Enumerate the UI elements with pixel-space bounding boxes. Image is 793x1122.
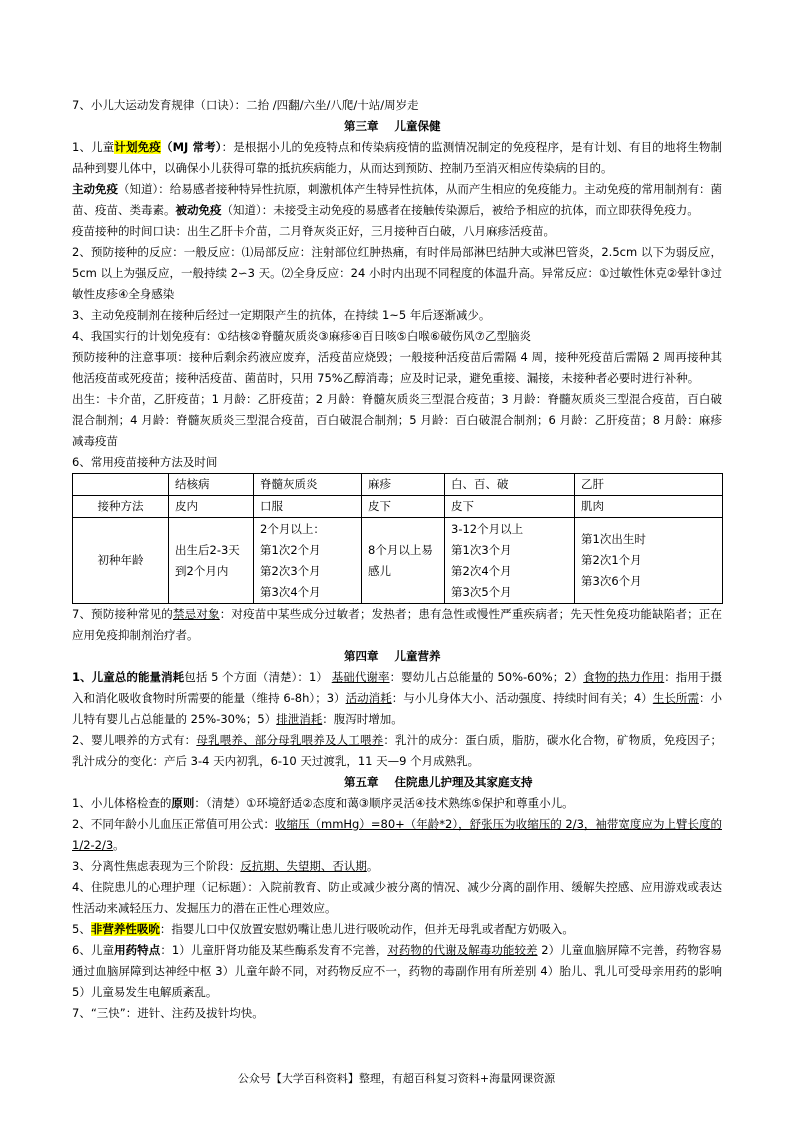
table-cell [254, 518, 362, 604]
cell-line: 第2次3个月 [260, 563, 321, 578]
food-thermic-effect-term: 食物的热力作用 [583, 670, 665, 684]
table-header-cell: 乙肝 [575, 474, 723, 496]
table-cell: 皮下 [362, 496, 445, 518]
drug-features-text: ：1）儿童肝肾功能及某些酶系发育不完善， [160, 943, 388, 957]
contraindications-lead: 7、预防接种常见的 [72, 607, 173, 621]
basal-metabolism-term: 基础代谢率 [331, 670, 390, 684]
exam-tag: （MJ 常考） [160, 140, 222, 154]
cell-line: 第1次出生时 [581, 532, 646, 546]
blood-pressure-end: 。 [113, 838, 125, 852]
planned-immunization-term: 计划免疫 [114, 140, 161, 154]
vaccine-table [72, 473, 723, 604]
active-immunity-term: 主动免疫 [72, 182, 119, 196]
exam-principles-paragraph [72, 793, 722, 814]
cell-line: 第3次4个月 [260, 584, 321, 599]
contraindications-paragraph [72, 604, 722, 646]
exam-principles-term: 原则 [171, 796, 195, 810]
exam-principles-text: ：（清楚）①环境舒适②态度和蔼③顺序灵活④技术熟练⑤保护和尊重小儿。 [194, 796, 574, 810]
energy-text: ：指用于摄入和消化吸收食物时所需要的能量（维持 6-8h）；3） [72, 670, 723, 705]
table-cell: 皮下 [445, 496, 575, 518]
drug-features-paragraph [72, 940, 722, 1003]
contraindications-text: ：对疫苗中某些成分过敏者；发热者；患有急性或慢性严重疾病者；先天性免疫功能缺陷者；正在应用免疫抑制剂治疗者。 [72, 607, 722, 642]
cell-line: 3-12个月以上 [451, 521, 524, 536]
cell-line: 2个月以上： [260, 521, 325, 536]
planned-immunization-number: 1、儿童 [72, 140, 115, 154]
energy-text: ：婴幼儿占总能量的 50%-60%；2） [389, 670, 584, 684]
non-nutritive-term: 非营养性吸吮 [90, 922, 160, 936]
table-header-cell: 结核病 [169, 474, 254, 496]
table-header-row [73, 474, 723, 496]
cell-line: 8个月以上易感儿 [368, 542, 433, 578]
table-corner-cell [73, 474, 169, 496]
table-row [73, 496, 723, 518]
table-header-cell: 麻疹 [362, 474, 445, 496]
document-page [72, 95, 722, 1024]
age-label-cell: 初种年龄 [73, 518, 169, 604]
drug-features-text: 2）儿童血脑屏障不完善，药物容易通过血脑屏障到达神经中枢 3）儿童年龄不同，对药物反应不一，药物的毒副作用有所差别 4）胎儿、乳儿可受母亲用药的影响 5）儿童易发生电解质紊乱。 [72, 943, 722, 999]
table-cell: 皮内 [169, 496, 254, 518]
table-cell [169, 518, 254, 604]
passive-immunity-term: 被动免疫 [175, 203, 222, 217]
drug-features-lead: 6、儿童 [72, 943, 115, 957]
separation-anxiety-paragraph [72, 856, 722, 877]
energy-text: ：腹泻时增加。 [322, 712, 403, 726]
page-footer: 公众号【大学百科资料】整理，有超百科复习资料+海量网课资源 [237, 1072, 556, 1085]
cell-line: 第2次4个月 [451, 563, 512, 578]
non-nutritive-text: ：指婴儿口中仅放置安慰奶嘴让患儿进行吸吮动作，但并无母乳或者配方奶吸入。 [159, 922, 574, 936]
cell-line: 第1次3个月 [451, 542, 512, 557]
cell-line: 第1次2个月 [260, 542, 321, 557]
drug-features-term: 用药特点 [114, 943, 161, 957]
table-cell [362, 518, 445, 604]
energy-text: ：与小儿身体大小、活动强度、持续时间有关；4） [391, 691, 653, 705]
vaccine-schedule-rhyme: 疫苗接种的时间口诀：出生乙肝卡介苗，二月脊灰炎正好，三月接种百白破，八月麻疹活疫苗。 [72, 224, 555, 238]
excretion-term: 排泄消耗 [276, 712, 323, 726]
separation-lead: 3、分离性焦虑表现为三个阶段： [72, 859, 241, 873]
cell-line: 第3次5个月 [451, 584, 512, 599]
table-header-cell: 脊髓灰质炎 [254, 474, 362, 496]
method-label-cell: 接种方法 [73, 496, 169, 518]
vaccine-table-caption: 6、常用疫苗接种方法及时间 [72, 455, 218, 469]
feeding-lead: 2、婴儿喂养的方式有： [72, 733, 197, 747]
separation-end: 。 [366, 859, 379, 873]
planned-immunization-text: ：是根据小儿的免疫特点和传染病疫情的监测情况制定的免疫程序，是有计划、有目的地将生物制品种到婴儿体中，以确保小儿获得可靠的抵抗疾病能力，从而达到预防、控制乃至消灭相应传染病的目的。 [72, 140, 723, 175]
age-vaccine-schedule: 出生：卡介苗，乙肝疫苗；1 月龄：乙肝疫苗；2 月龄：脊髓灰质炎三型混合疫苗；3 月龄：脊髓灰质炎三型混合疫苗，百白破混合制剂；4 月龄：脊髓灰质炎三型混合疫苗，百白破混合制剂；5 月龄：百白破混合制剂；6 月龄：乙肝疫苗；8 月龄：麻疹减毒疫苗 [72, 392, 722, 448]
passive-immunity-text: （知道）：未接受主动免疫的易感者在接触传染源后，被给予相应的抗体，而立即获得免疫力。 [221, 203, 699, 217]
cell-line: 出生后2-3天到2个月内 [175, 542, 240, 578]
blood-pressure-lead: 2、不同年龄小儿血压正常值可用公式： [72, 817, 275, 831]
growth-needs-term: 生长所需 [652, 691, 699, 705]
active-immunity-text: （知道）：给易感者接种特异性抗原，刺激机体产生特异性抗体，从而产生相应的免疫能力。主动免疫的常用制剂有：菌苗、疫苗、类毒素。 [72, 182, 723, 217]
feeding-paragraph [72, 730, 722, 772]
vaccination-reactions: 2、预防接种的反应：一般反应：⑴局部反应：注射部位红肿热痛，有时伴局部淋巴结肿大或淋巴管炎，2.5cm 以下为弱反应，5cm 以上为强反应，一般持续 2∽3 天。⑵全身反应：24 小时内出现不同程度的体温升高。异常反应：①过敏性休克②晕针③过敏性皮疹④全身感染 [72, 245, 722, 301]
blood-pressure-paragraph [72, 814, 722, 856]
psychological-care-paragraph: 4、住院患儿的心理护理（记标题）：入院前教育、防止或减少被分离的情况、减少分离的副作用、缓解失控感、应用游戏或表达性活动来减轻压力、发掘压力的潜在正性心理效应。 [72, 880, 722, 915]
energy-number: 1、 [72, 670, 92, 684]
exam-principles-lead: 1、小儿体格检查的 [72, 796, 172, 810]
table-row [73, 518, 723, 604]
active-passive-immunity-paragraph [72, 179, 722, 221]
energy-term: 儿童总的能量消耗 [91, 670, 185, 684]
chapter-4-title: 第四章 儿童营养 [344, 649, 441, 663]
non-nutritive-sucking-paragraph [72, 919, 722, 940]
separation-stages: 反抗期、失望期、否认期 [240, 859, 367, 873]
planned-immunization-paragraph [72, 137, 722, 179]
cell-line: 第2次1个月 [581, 553, 642, 567]
cell-line: 第3次6个月 [581, 574, 642, 588]
blood-pressure-formula: 收缩压（mmHg）=80+（年龄*2），舒张压为收缩压的 2/3，袖带宽度应为上臂长度的 1/2-2/3 [72, 817, 722, 852]
energy-text: 包括 5 个方面（清楚）：1） [184, 670, 332, 684]
three-fast-paragraph: 7、“三快”：进针、注药及拔针均快。 [72, 1006, 264, 1020]
table-cell [575, 518, 723, 604]
energy-text: ：小儿特有婴儿占总能量的 25%-30%；5） [72, 691, 722, 726]
energy-consumption-paragraph [72, 667, 722, 730]
chapter-3-title: 第三章 儿童保健 [344, 119, 441, 133]
contraindications-term: 禁忌对象 [172, 607, 220, 621]
table-cell: 肌肉 [575, 496, 723, 518]
motor-development-rhyme: 7、小儿大运动发育规律（口诀）：二抬 /四翻/六坐/八爬/十站/周岁走 [72, 98, 419, 112]
immunization-plan-list: 4、我国实行的计划免疫有：①结核②脊髓灰质炎③麻疹④百日咳⑤白喉⑥破伤风⑦乙型脑炎 [72, 329, 531, 343]
table-cell [445, 518, 575, 604]
drug-metabolism-note: 对药物的代谢及解毒功能较差 [387, 943, 538, 957]
feeding-text: ：乳汁的成分：蛋白质，脂肪，碳水化合物，矿物质，免疫因子；乳汁成分的变化：产后 3-4 天内初乳，6-10 天过渡乳，11 天—9 个月成熟乳。 [72, 733, 723, 768]
activity-consumption-term: 活动消耗 [345, 691, 392, 705]
non-nutritive-number: 5、 [72, 922, 91, 936]
vaccination-precautions: 预防接种的注意事项：接种后剩余药液应废弃，活疫苗应烧毁；一般接种活疫苗后需隔 4 周，接种死疫苗后需隔 2 周再接种其他活疫苗或死疫苗；接种活疫苗、菌苗时，只用 75%乙醇消毒；应及时记录，避免重接、漏接，未接种者必要时进行补种。 [72, 350, 722, 385]
feeding-methods-term: 母乳喂养、部分母乳喂养及人工喂养 [196, 733, 384, 747]
table-header-cell: 白、百、破 [445, 474, 575, 496]
table-cell: 口服 [254, 496, 362, 518]
chapter-5-title: 第五章 住院患儿护理及其家庭支持 [344, 775, 533, 789]
antibody-duration: 3、主动免疫制剂在接种后经过一定期限产生的抗体，在持续 1~5 年后逐渐减少。 [72, 308, 491, 322]
